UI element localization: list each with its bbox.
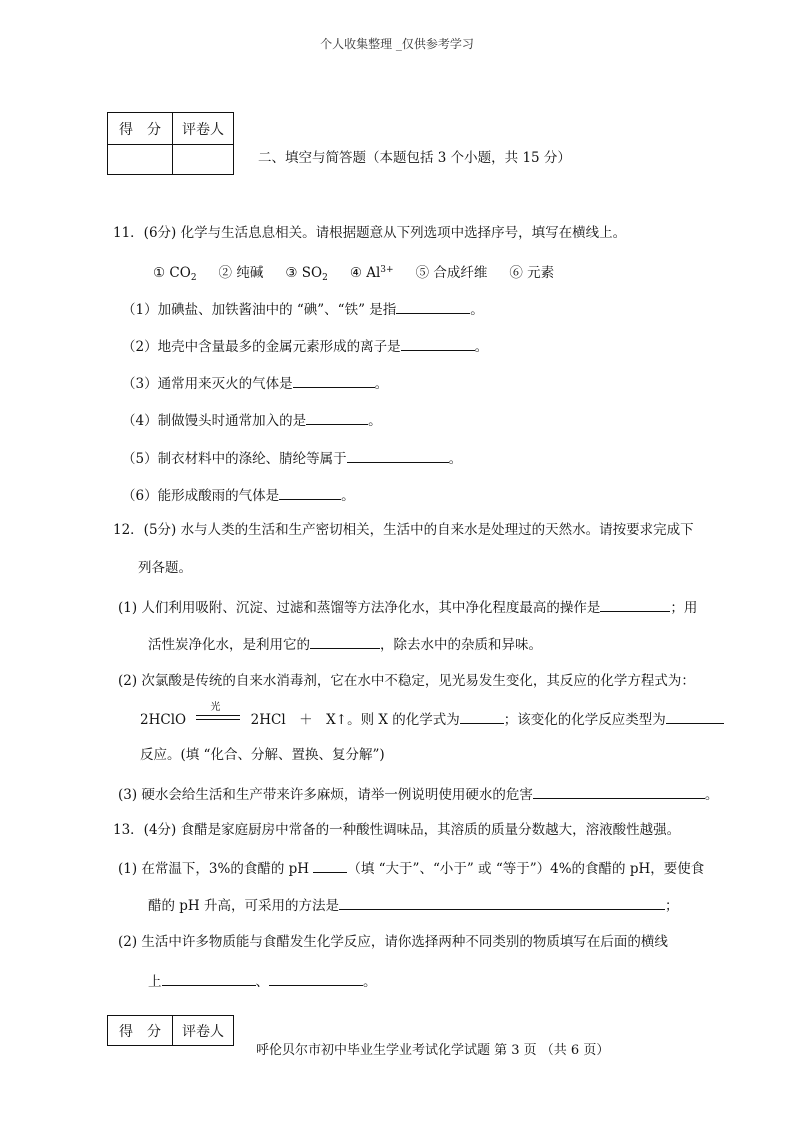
- score-box: [107, 112, 234, 175]
- q11-option: [153, 264, 197, 287]
- answer-blank[interactable]: [310, 634, 380, 649]
- q13-part1-text: (1) 在常温下，3%的食醋的 pH: [118, 861, 310, 877]
- q11-item-5: [122, 448, 462, 468]
- q13-part1-line2: [148, 895, 679, 915]
- q11-item-end: 。: [341, 488, 355, 504]
- option-number: ①: [153, 265, 166, 281]
- equation-mid: ；该变化的化学反应类型为: [503, 712, 666, 728]
- answer-blank[interactable]: [460, 709, 504, 724]
- q13-part1-text: （填 “大于”、“小于” 或 “等于”）4%的食醋的 pH，要使食: [347, 861, 705, 877]
- q11-item-text: （1）加碘盐、加铁酱油中的 “碘”、“铁” 是指: [122, 302, 397, 318]
- grader-label: 评卷人: [173, 113, 234, 145]
- page-footer: 呼伦贝尔市初中毕业生学业考试化学试题 第 3 页 （共 6 页）: [256, 1043, 610, 1058]
- score-label: 得 分: [108, 1016, 173, 1046]
- grader-label: 评卷人: [173, 1016, 234, 1046]
- answer-blank[interactable]: [162, 971, 256, 986]
- option-number: ⑥: [509, 265, 523, 281]
- option-text: 合成纤维: [433, 265, 488, 281]
- answer-blank[interactable]: [396, 299, 470, 314]
- q11-item-text: （3）通常用来灭火的气体是: [122, 376, 293, 392]
- q11-item-text: （4）制做馒头时通常加入的是: [122, 413, 307, 429]
- q11-item-end: 。: [470, 302, 484, 318]
- q13-part1-line1: [118, 858, 704, 878]
- option-number: ③: [285, 265, 298, 281]
- option-text: SO: [301, 265, 323, 281]
- q11-item-text: （6）能形成酸雨的气体是: [122, 488, 280, 504]
- answer-blank[interactable]: [600, 597, 670, 612]
- q12-part3: [118, 784, 718, 804]
- answer-blank[interactable]: [313, 858, 347, 873]
- option-number: ④: [349, 265, 362, 281]
- q13-stem: 13．(4分) 食醋是家庭厨房中常备的一种酸性调味品，其溶质的质量分数越大，溶液酸性越强。: [113, 822, 681, 838]
- page-watermark: 个人收集整理 _仅供参考学习: [320, 37, 474, 51]
- option-number: ②: [218, 265, 233, 281]
- answer-blank[interactable]: [279, 485, 341, 500]
- score-label: 得 分: [108, 113, 173, 145]
- q13-part1-text: ；: [665, 898, 679, 914]
- option-text: CO: [169, 265, 191, 281]
- q11-item-end: 。: [448, 451, 463, 467]
- grader-cell: [173, 145, 234, 175]
- answer-blank[interactable]: [347, 448, 449, 463]
- q12-part1-line1: [118, 597, 697, 617]
- equation-right: 2HCl ＋ X↑。则 X 的化学式为: [250, 712, 460, 728]
- q12-part3-end: 。: [704, 787, 719, 803]
- q12-part1-text: ；用: [670, 600, 698, 616]
- q13-part1-text: 醋的 pH 升高，可采用的方法是: [148, 898, 339, 914]
- option-text: 纯碱: [236, 265, 264, 281]
- section-title: 二、填空与简答题（本题包括 3 个小题，共 15 分）: [258, 150, 571, 166]
- q11-stem: 11．(6分) 化学与生活息息相关。请根据题意从下列选项中选择序号，填写在横线上。: [113, 225, 627, 241]
- q13-part2-sep: 、: [255, 974, 269, 990]
- option-superscript: 3+: [380, 265, 394, 275]
- option-subscript: 2: [190, 273, 197, 283]
- q11-item-text: （2）地壳中含量最多的金属元素形成的离子是: [122, 339, 401, 355]
- q12-part2-line1: (2) 次氯酸是传统的自来水消毒剂，它在水中不稳定，见光易发生变化，其反应的化学方程式为：: [118, 673, 695, 689]
- answer-blank[interactable]: [666, 709, 724, 724]
- equation-condition: 光: [210, 702, 221, 713]
- q11-item-1: [122, 299, 484, 319]
- answer-blank[interactable]: [306, 410, 368, 425]
- q12-part1-text: ，除去水中的杂质和异味。: [380, 637, 542, 653]
- option-text: Al: [366, 265, 381, 281]
- answer-blank[interactable]: [533, 784, 705, 799]
- q12-stem-line2: 列各题。: [138, 560, 192, 576]
- q11-item-end: 。: [368, 413, 382, 429]
- answer-blank[interactable]: [401, 336, 475, 351]
- q11-options: [153, 261, 576, 287]
- option-subscript: 2: [322, 273, 328, 283]
- score-cell: [108, 145, 173, 175]
- q12-part1-text: (1) 人们利用吸附、沉淀、过滤和蒸馏等方法净化水，其中净化程度最高的操作是: [118, 600, 601, 616]
- equation-left: 2HClO: [140, 712, 187, 728]
- option-number: ⑤: [415, 265, 430, 281]
- q11-item-6: [122, 485, 355, 505]
- equation-arrow: [196, 702, 240, 729]
- q13-part2-end: 。: [363, 974, 377, 990]
- q12-part2-line3: 反应。(填 “化合、分解、置换、复分解”): [140, 747, 385, 763]
- q11-item-end: 。: [374, 376, 389, 392]
- q11-option: [219, 264, 264, 282]
- q13-part2-line2: [148, 971, 377, 991]
- q11-option: [416, 264, 488, 282]
- q11-item-4: [122, 410, 382, 430]
- q12-part1-line2: [148, 634, 542, 654]
- q12-stem-line1: 12．(5分) 水与人类的生活和生产密切相关，生活中的自来水是处理过的天然水。请按要求完成下: [113, 522, 694, 538]
- q12-part1-text: 活性炭净化水，是利用它的: [148, 637, 310, 653]
- q11-item-3: [122, 373, 388, 393]
- q12-part3-text: (3) 硬水会给生活和生产带来许多麻烦，请举一例说明使用硬水的危害: [118, 787, 533, 803]
- q11-option: [509, 264, 554, 282]
- answer-blank[interactable]: [293, 373, 375, 388]
- option-text: 元素: [527, 265, 555, 281]
- answer-blank[interactable]: [269, 971, 363, 986]
- equals-lines: [196, 715, 240, 720]
- q11-item-end: 。: [474, 339, 489, 355]
- q12-equation: [140, 702, 724, 729]
- q11-option: [285, 264, 327, 287]
- q11-option: [350, 261, 394, 282]
- q13-part2-line1: (2) 生活中许多物质能与食醋发生化学反应，请你选择两种不同类别的物质填写在后面的横线: [118, 934, 668, 950]
- q11-item-text: （5）制衣材料中的涤纶、腈纶等属于: [122, 451, 347, 467]
- score-box-2: [107, 1015, 234, 1046]
- q13-part2-text: 上: [148, 974, 162, 990]
- answer-blank[interactable]: [339, 895, 665, 910]
- q11-item-2: [122, 336, 488, 356]
